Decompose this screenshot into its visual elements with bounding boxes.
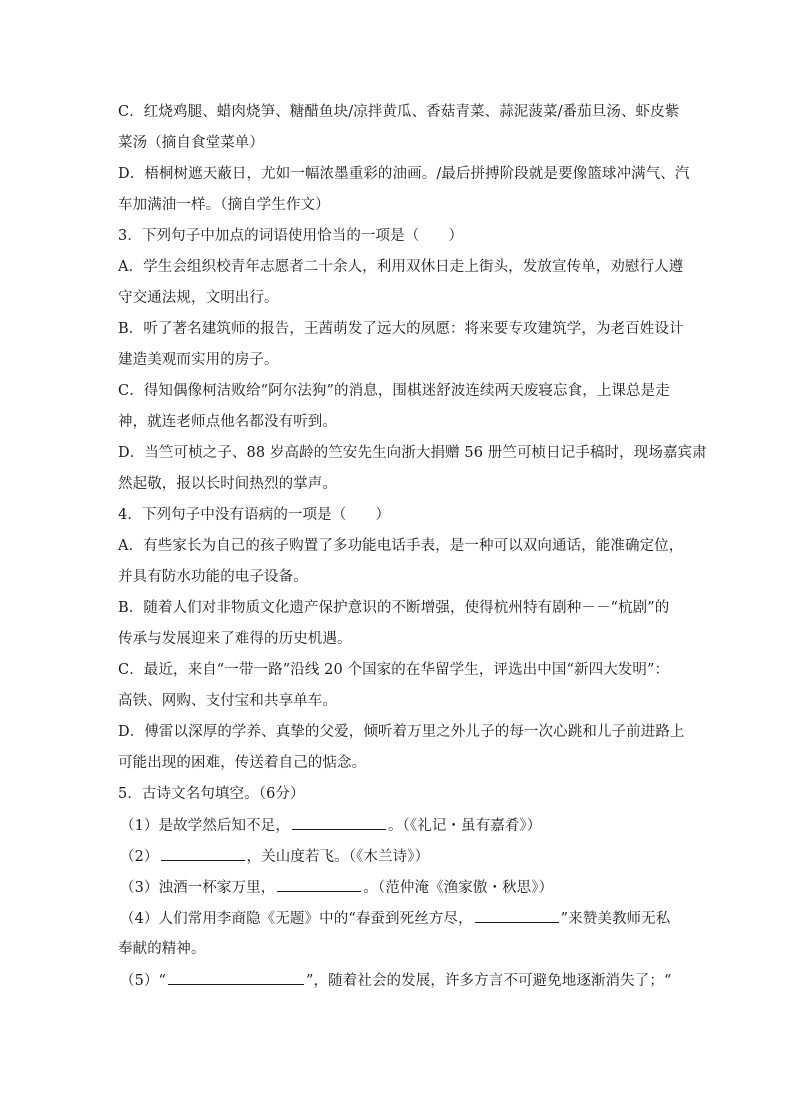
text-line: C．得知偶像柯洁败给“阿尔法狗”的消息，围棋迷舒波连续两天废寝忘食，上课总是走: [118, 383, 670, 399]
answer-blank[interactable]: [168, 970, 304, 985]
text-line: C．红烧鸡腿、蜡肉烧笋、糖醋鱼块/凉拌黄瓜、香菇青菜、蒜泥菠菜/番茄旦汤、虾皮紫: [118, 104, 680, 120]
text-line: 并具有防水功能的电子设备。: [118, 569, 308, 585]
text-line: D．当竺可桢之子、88 岁高龄的竺安先生向浙大捐赠 56 册竺可桢日记手稿时，现场嘉宾肃: [118, 445, 707, 461]
text-line: 传承与发展迎来了难得的历史机遇。: [118, 631, 352, 647]
fill-text: ”，随着社会的发展，许多方言不可避免地逐渐消失了；“: [306, 973, 672, 989]
question-3-stem: 3．下列句子中加点的词语使用恰当的一项是（ ）: [118, 228, 464, 244]
answer-blank[interactable]: [161, 846, 245, 861]
answer-blank[interactable]: [277, 877, 361, 892]
text-line: 菜汤（摘自食堂菜单）: [118, 135, 264, 151]
fill-text: （5）“: [120, 973, 167, 989]
fill-text: ，关山度若飞。（《木兰诗》）: [246, 849, 430, 865]
fill-item-4: [120, 908, 680, 929]
question-4-stem: 4．下列句子中没有语病的一项是（ ）: [118, 507, 391, 523]
text-line: 神，就连老师点他名都没有听到。: [118, 414, 337, 430]
fill-item-3: [120, 877, 680, 898]
text-line: D．梧桐树遮天蔽日，尤如一幅浓墨重彩的油画。/最后拼搏阶段就是要像篮球冲满气、汽: [118, 166, 690, 182]
text-line: 车加满油一样。（摘自学生作文）: [118, 197, 330, 213]
text-line: 建造美观而实用的房子。: [118, 352, 279, 368]
fill-text: 。（《礼记・虽有嘉肴》）: [387, 818, 542, 834]
fill-text: ”来赞美教师无私: [560, 911, 671, 927]
text-line: 可能出现的困难，传送着自己的惦念。: [118, 755, 367, 771]
text-line: 然起敬，报以长时间热烈的掌声。: [118, 476, 337, 492]
text-line: B．听了著名建筑师的报告，王茜萌发了远大的夙愿：将来要专攻建筑学，为老百姓设计: [118, 321, 684, 337]
text-line: 守交通法规，文明出行。: [118, 290, 279, 306]
text-line: D．傅雷以深厚的学养、真挚的父爱，倾听着万里之外儿子的每一次心跳和儿子前进路上: [118, 724, 685, 740]
fill-text: （4）人们常用李商隐《无题》中的“春蚕到死丝方尽，: [120, 911, 473, 927]
text-line: A．学生会组织校青年志愿者二十余人，利用双休日走上街头，发放宣传单，劝慰行人遵: [118, 259, 684, 275]
fill-text: 。（范仲淹《渔家傲・秋思》）: [363, 880, 554, 896]
text-line: 高铁、网购、支付宝和共享单车。: [118, 693, 337, 709]
text-line: 奉献的精神。: [118, 941, 206, 957]
question-5-stem: 5．古诗文名句填空。（6分）: [118, 786, 305, 802]
text-line: B．随着人们对非物质文化遗产保护意识的不断增强，使得杭州特有剧种－－“杭剧”的: [118, 600, 670, 616]
fill-text: （1）是故学然后知不足，: [120, 818, 290, 834]
text-line: C．最近，来自“一带一路”沿线 20 个国家的在华留学生，评选出中国“新四大发明”：: [118, 662, 670, 678]
fill-item-5: [120, 970, 680, 991]
fill-item-2: [120, 846, 680, 867]
answer-blank[interactable]: [292, 815, 386, 830]
fill-text: （3）浊酒一杯家万里，: [120, 880, 276, 896]
fill-text: （2）: [120, 849, 159, 865]
text-line: A．有些家长为自己的孩子购置了多功能电话手表，是一种可以双向通话，能准确定位，: [118, 538, 684, 554]
answer-blank[interactable]: [475, 908, 559, 923]
fill-item-1: [120, 815, 680, 836]
